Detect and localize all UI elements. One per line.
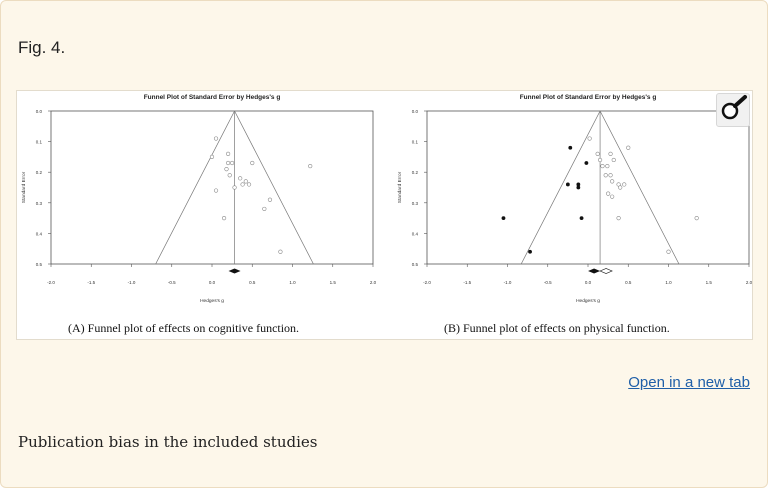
y-tick-label: 0.0 bbox=[35, 109, 42, 114]
panel-a bbox=[21, 94, 377, 335]
x-tick-label: 0.0 bbox=[208, 280, 216, 285]
y-axis-label: Standard Error bbox=[398, 171, 403, 204]
imputed-study-point bbox=[577, 186, 580, 189]
study-point bbox=[222, 216, 226, 220]
x-tick-label: 1.5 bbox=[329, 280, 336, 285]
x-tick-label: 2.0 bbox=[745, 280, 752, 285]
study-point bbox=[606, 164, 610, 168]
y-tick-label: 0.3 bbox=[35, 200, 42, 206]
imputed-study-point bbox=[502, 217, 505, 220]
y-tick-label: 0.4 bbox=[35, 231, 42, 237]
imputed-study-point bbox=[566, 183, 569, 186]
study-point bbox=[250, 161, 254, 165]
funnel-plots bbox=[17, 91, 752, 339]
x-tick-label: 0.0 bbox=[584, 280, 592, 285]
imputed-study-point bbox=[580, 217, 583, 220]
x-tick-label: 1.0 bbox=[665, 280, 672, 285]
y-tick-label: 0.3 bbox=[411, 200, 418, 206]
x-tick-label: 0.5 bbox=[249, 280, 256, 285]
x-tick-label: -2.0 bbox=[47, 280, 55, 285]
chart-title: Funnel Plot of Standard Error by Hedges's g bbox=[519, 94, 657, 101]
panel-caption: (A) Funnel plot of effects on cognitive function. bbox=[68, 321, 300, 335]
study-point bbox=[601, 164, 605, 168]
y-tick-label: 0.1 bbox=[411, 139, 418, 145]
y-tick-label: 0.4 bbox=[411, 231, 418, 237]
imputed-study-point bbox=[569, 146, 572, 149]
figure-caption: Publication bias in the included studies bbox=[18, 433, 318, 451]
study-point bbox=[622, 183, 626, 187]
x-tick-label: -1.5 bbox=[463, 280, 472, 285]
funnel-left-line bbox=[521, 111, 600, 264]
pooled-estimate-diamond bbox=[600, 269, 612, 274]
study-point bbox=[279, 250, 283, 254]
chart-title: Funnel Plot of Standard Error by Hedges's g bbox=[143, 94, 281, 101]
funnel-right-line bbox=[600, 111, 679, 264]
magnifier-icon[interactable] bbox=[716, 93, 750, 127]
imputed-study-point bbox=[577, 183, 580, 186]
study-point bbox=[596, 152, 600, 156]
y-tick-label: 0.5 bbox=[35, 262, 42, 267]
study-point bbox=[241, 183, 245, 187]
study-point bbox=[230, 161, 234, 165]
x-tick-label: -0.5 bbox=[543, 280, 552, 285]
x-axis-label: Hedges's g bbox=[576, 299, 600, 304]
open-in-new-tab-link[interactable]: Open in a new tab bbox=[628, 374, 750, 391]
funnel-right-line bbox=[235, 111, 314, 264]
y-tick-label: 0.2 bbox=[411, 170, 418, 176]
study-point bbox=[609, 152, 613, 156]
imputed-study-point bbox=[528, 250, 531, 253]
adjusted-estimate-diamond bbox=[588, 269, 600, 274]
y-axis-label: Standard Error bbox=[22, 171, 27, 204]
study-point bbox=[263, 207, 267, 211]
study-point bbox=[228, 173, 232, 177]
x-tick-label: -1.0 bbox=[127, 280, 136, 285]
panel-b bbox=[397, 94, 752, 335]
x-tick-label: 0.5 bbox=[625, 280, 632, 285]
study-point bbox=[247, 183, 251, 187]
study-point bbox=[617, 216, 621, 220]
study-point bbox=[612, 158, 616, 162]
study-point bbox=[238, 177, 242, 181]
study-point bbox=[588, 137, 592, 141]
study-point bbox=[667, 250, 671, 254]
study-point bbox=[233, 186, 237, 190]
x-tick-label: -0.5 bbox=[167, 280, 176, 285]
x-tick-label: -1.5 bbox=[87, 280, 96, 285]
study-point bbox=[225, 167, 229, 171]
study-point bbox=[598, 158, 602, 162]
study-point bbox=[244, 180, 248, 184]
study-point bbox=[226, 152, 230, 156]
y-tick-label: 0.0 bbox=[411, 109, 418, 114]
figure-label: Fig. 4. bbox=[18, 38, 66, 57]
study-point bbox=[609, 173, 613, 177]
study-point bbox=[610, 180, 614, 184]
x-tick-label: 2.0 bbox=[369, 280, 377, 285]
y-tick-label: 0.1 bbox=[35, 139, 42, 145]
study-point bbox=[210, 155, 214, 159]
study-point bbox=[226, 161, 230, 165]
study-point bbox=[610, 195, 614, 199]
figure-image[interactable] bbox=[16, 90, 753, 340]
y-tick-label: 0.2 bbox=[35, 170, 42, 176]
study-point bbox=[606, 192, 610, 196]
study-point bbox=[618, 186, 622, 190]
study-point bbox=[268, 198, 272, 202]
funnel-left-line bbox=[156, 111, 235, 264]
x-axis-label: Hedges's g bbox=[200, 299, 224, 304]
study-point bbox=[214, 137, 218, 141]
panel-caption: (B) Funnel plot of effects on physical function. bbox=[444, 321, 670, 335]
study-point bbox=[308, 164, 312, 168]
y-tick-label: 0.5 bbox=[411, 262, 418, 267]
imputed-study-point bbox=[585, 161, 588, 164]
x-tick-label: 1.5 bbox=[705, 280, 712, 285]
study-point bbox=[695, 216, 699, 220]
x-tick-label: 1.0 bbox=[289, 280, 296, 285]
x-tick-label: -1.0 bbox=[503, 280, 512, 285]
study-point bbox=[214, 189, 218, 193]
pooled-estimate-diamond bbox=[229, 269, 241, 274]
plot-frame bbox=[51, 111, 373, 264]
x-tick-label: -2.0 bbox=[423, 280, 431, 285]
study-point bbox=[626, 146, 630, 150]
study-point bbox=[604, 173, 608, 177]
